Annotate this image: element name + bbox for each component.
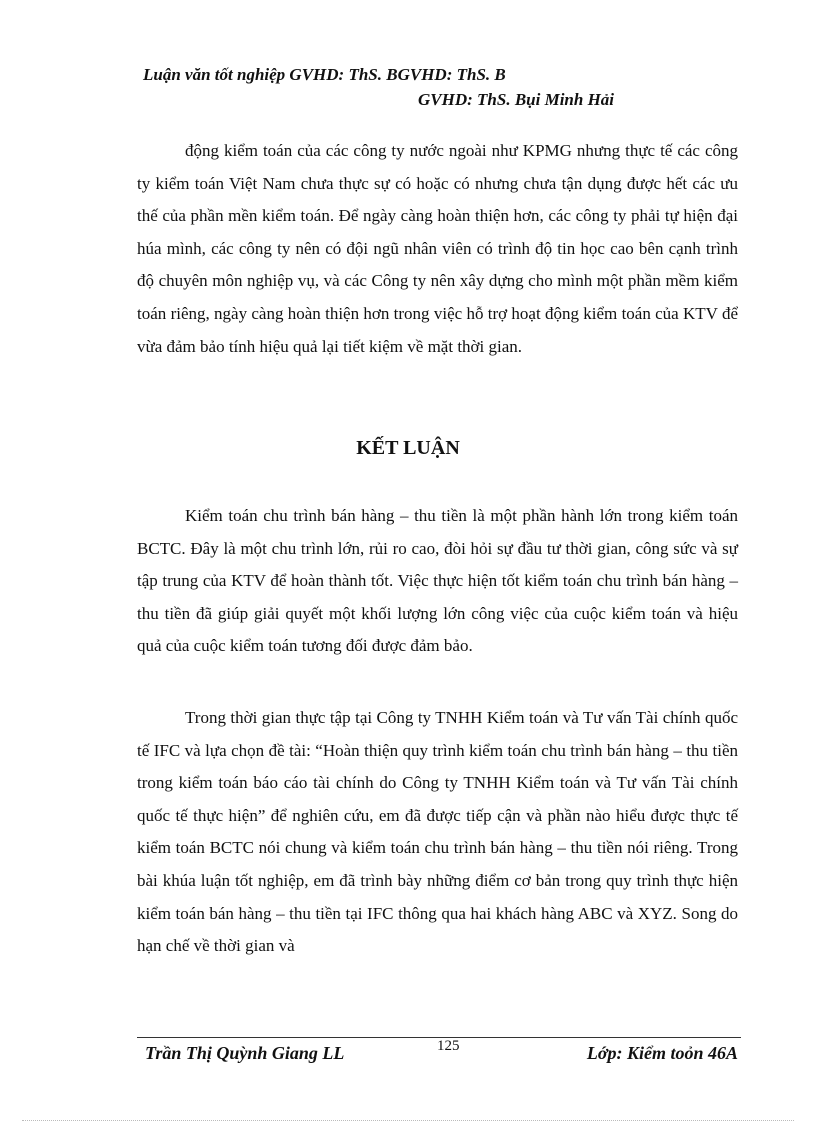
header-advisor-name: GVHD: ThS. Bụi Minh Hải: [418, 90, 615, 109]
conclusion-paragraph-2: Trong thời gian thực tập tại Công ty TNHH Kiểm toán và Tư vấn Tài chính quốc tế IFC và lựa chọn đề tài: “Hoàn thiện quy trình kiểm toán chu trình bán hàng – thu tiền trong kiểm toán báo cáo tài chính do Công ty TNHH Kiểm toán và Tư vấn Tài chính quốc tế thực hiện” để nghiên cứu, em đã được tiếp cận và phần nào hiểu được thực tế kiểm toán BCTC nói chung và kiểm toán chu trình bán hàng – thu tiền nói riêng. Trong bài khúa luận tốt nghiệp, em đã trình bày những điểm cơ bản trong quy trình thực hiện kiểm toán bán hàng – thu tiền tại IFC thông qua hai khách hàng ABC và XYZ. Song do hạn chế về thời gian và: [137, 708, 738, 956]
footer-class: Lớp: Kiểm toỏn 46A: [586, 1043, 738, 1063]
header-thesis-advisor: Luận văn tốt nghiệp GVHD: ThS. BGVHD: ThS. B: [143, 65, 506, 84]
page-number: 125: [437, 1038, 460, 1054]
page-edge-divider: [22, 1120, 794, 1121]
conclusion-paragraph-1: Kiểm toán chu trình bán hàng – thu tiền là một phần hành lớn trong kiểm toán BCTC. Đây là một chu trình lớn, rủi ro cao, đòi hỏi sự đầu tư thời gian, công sức và sự tập trung của KTV để hoàn thành tốt. Việc thực hiện tốt kiểm toán chu trình bán hàng – thu tiền đã giúp giải quyết một khối lượng lớn công việc của cuộc kiểm toán và hiệu quả của cuộc kiểm toán tương đối được đảm bảo.: [137, 506, 738, 656]
footer-author: Trần Thị Quỳnh Giang LL: [145, 1043, 345, 1063]
section-title: KẾT LUẬN: [356, 437, 460, 459]
continued-paragraph: động kiểm toán của các công ty nước ngoài như KPMG nhưng thực tế các công ty kiểm toán Việt Nam chưa thực sự có hoặc có nhưng chưa tận dụng được hết các ưu thế của phần mền kiểm toán. Để ngày càng hoàn thiện hơn, các công ty phải tự hiện đại húa mình, các công ty nên có đội ngũ nhân viên có trình độ tin học cao bên cạnh trình độ chuyên môn nghiệp vụ, và các Công ty nên xây dựng cho mình một phần mềm kiểm toán riêng, ngày càng hoàn thiện hơn trong việc hỗ trợ hoạt động kiểm toán của KTV để vừa đảm bảo tính hiệu quả lại tiết kiệm về mặt thời gian.: [137, 141, 738, 356]
